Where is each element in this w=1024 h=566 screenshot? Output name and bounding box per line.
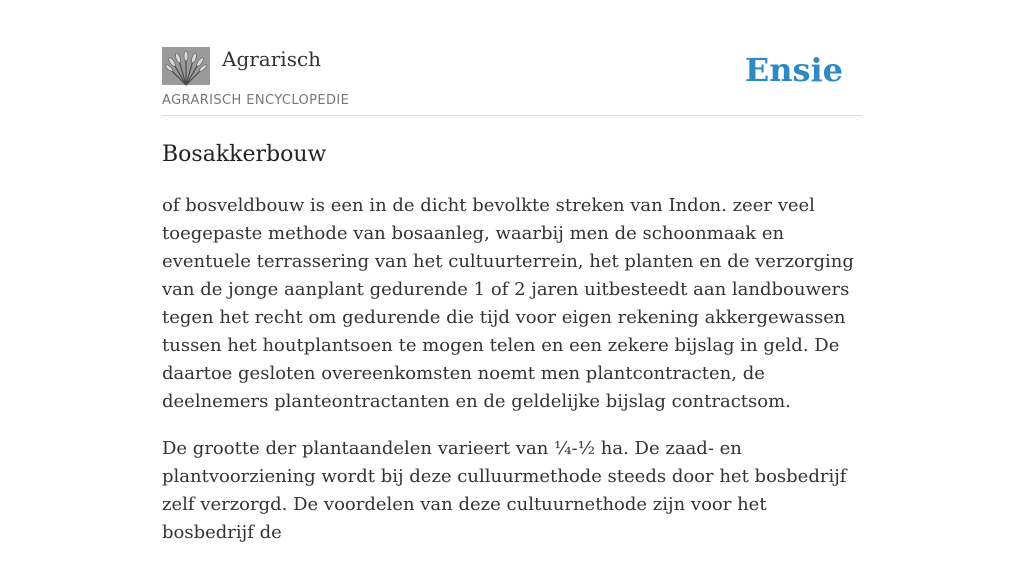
article-title: Bosakkerbouw bbox=[162, 142, 327, 167]
article-body bbox=[162, 192, 862, 566]
source-subtitle: AGRARISCH ENCYCLOPEDIE bbox=[162, 93, 350, 108]
source-name-link[interactable]: Agrarisch bbox=[222, 47, 322, 71]
ensie-logo-link[interactable]: Ensie bbox=[744, 51, 843, 89]
wheat-sheaf-icon[interactable] bbox=[162, 47, 210, 85]
source-header bbox=[162, 44, 862, 116]
article-paragraph: De grootte der plantaandelen varieert van ¼-½ ha. De zaad- en plantvoorziening wordt bij deze culluurmethode steeds door het bosbedrijf zelf verzorgd. De voordelen van deze cultuurnethode zijn voor het bosbedrijf de bbox=[162, 438, 847, 543]
article-paragraph: of bosveldbouw is een in de dicht bevolkte streken van Indon. zeer veel toegepaste methode van bosaanleg, waarbij men de schoonmaak en eventuele terrassering van het cultuurterrein, het planten en de verzorging van de jonge aanplant gedurende 1 of 2 jaren uitbesteedt aan landbouwers tegen het recht om gedurende die tijd voor eigen rekening akkergewassen tussen het houtplantsoen te mogen telen en een zekere bijslag in geld. De daartoe gesloten overeenkomsten noemt men plantcontracten, de deelnemers planteontractanten en de geldelijke bijslag contractsom. bbox=[162, 195, 854, 412]
